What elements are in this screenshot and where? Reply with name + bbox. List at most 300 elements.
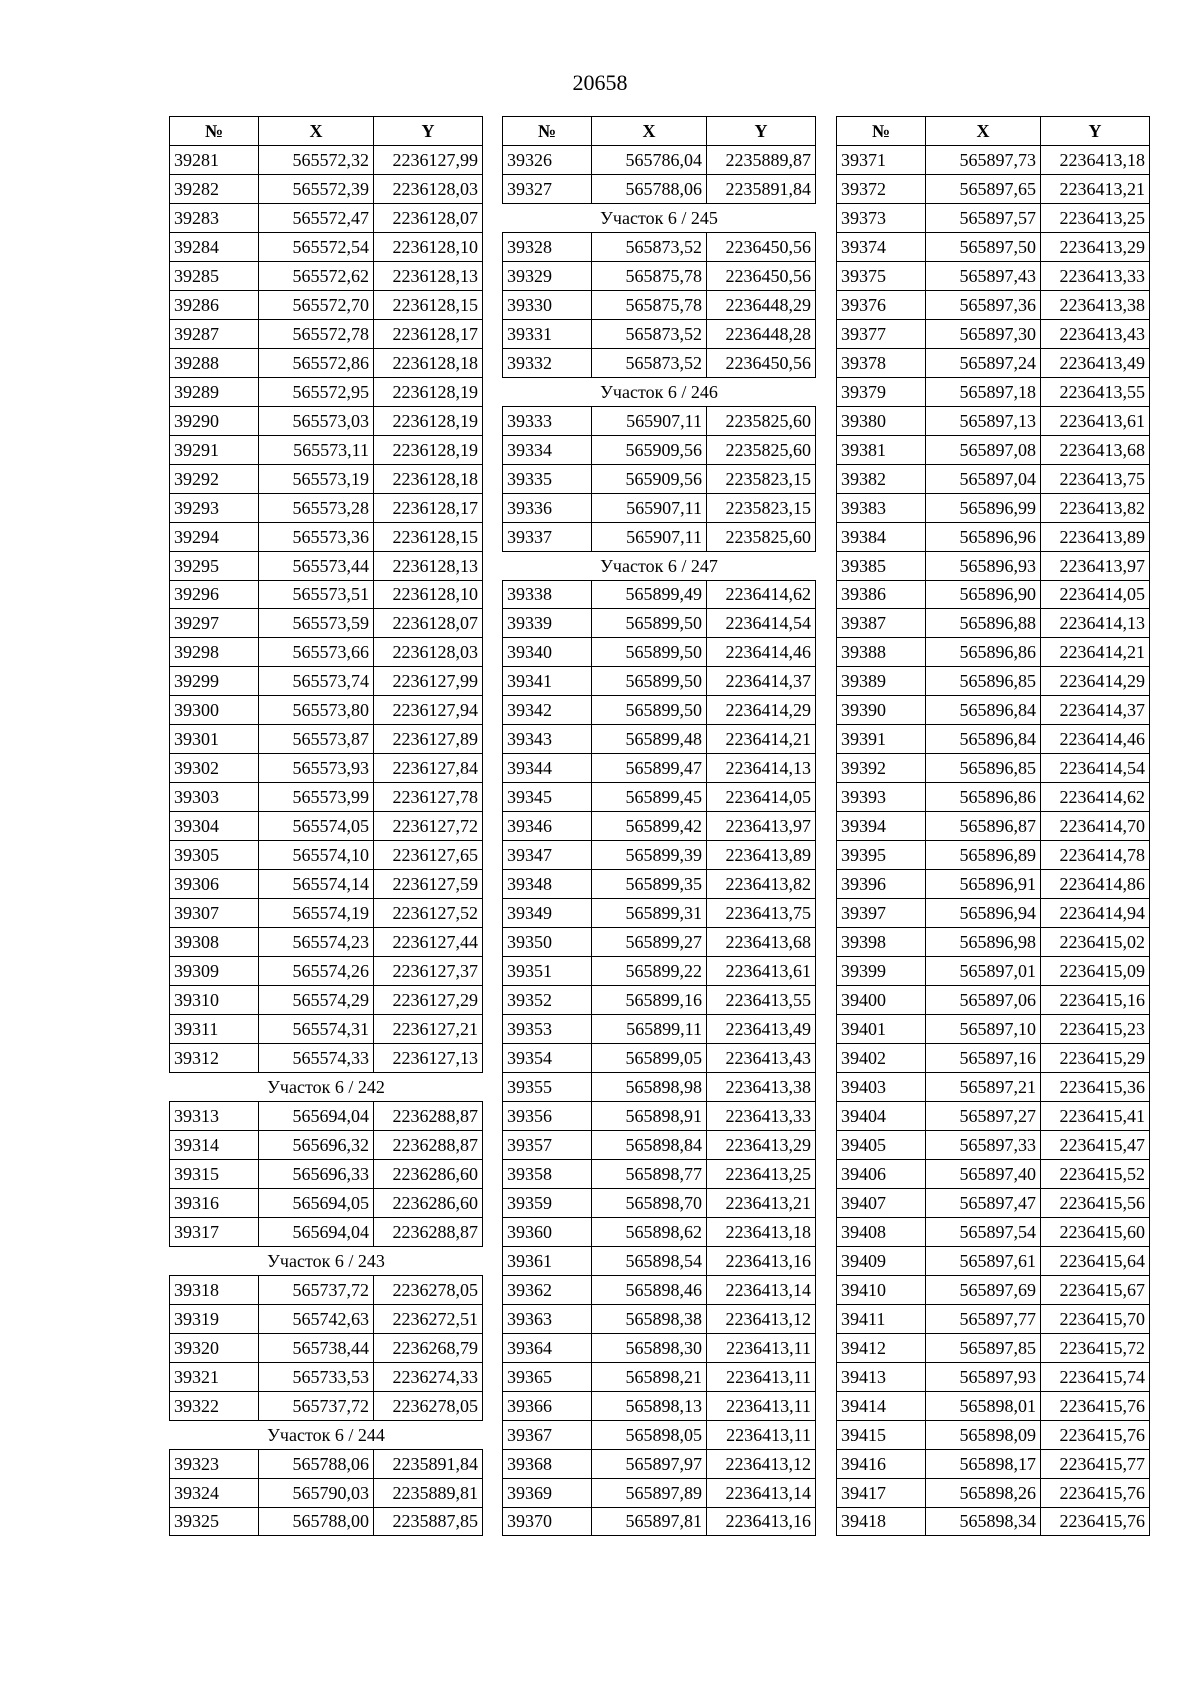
y-coordinate-cell: 2236414,05: [1041, 580, 1150, 609]
point-number-cell: 39367: [503, 1420, 592, 1449]
point-number-cell: 39349: [503, 899, 592, 928]
y-coordinate-cell: 2236413,43: [1041, 319, 1150, 348]
point-number-cell: 39332: [503, 348, 592, 377]
point-number-cell: 39308: [170, 928, 259, 957]
table-row: [837, 638, 1150, 667]
x-coordinate-cell: 565572,70: [259, 290, 374, 319]
table-row: [837, 1101, 1150, 1130]
x-coordinate-cell: 565786,04: [592, 145, 707, 174]
point-number-cell: 39408: [837, 1217, 926, 1246]
point-number-cell: 39307: [170, 899, 259, 928]
y-coordinate-cell: 2236268,79: [374, 1333, 483, 1362]
point-number-cell: 39346: [503, 812, 592, 841]
y-coordinate-cell: 2236415,60: [1041, 1217, 1150, 1246]
y-coordinate-cell: 2236414,29: [707, 696, 816, 725]
table-row: [837, 145, 1150, 174]
x-coordinate-cell: 565898,17: [926, 1449, 1041, 1478]
table-row: [170, 1101, 483, 1130]
table-row: [837, 1217, 1150, 1246]
x-coordinate-cell: 565574,26: [259, 957, 374, 986]
point-number-cell: 39392: [837, 754, 926, 783]
point-number-cell: 39404: [837, 1101, 926, 1130]
y-coordinate-cell: 2236414,13: [1041, 609, 1150, 638]
point-number-cell: 39325: [170, 1507, 259, 1536]
point-number-cell: 39371: [837, 145, 926, 174]
table-row: [837, 1188, 1150, 1217]
table-row: [503, 261, 816, 290]
y-coordinate-cell: 2236288,87: [374, 1101, 483, 1130]
table-row: [837, 1362, 1150, 1391]
table-row: [837, 551, 1150, 580]
x-coordinate-cell: 565899,11: [592, 1015, 707, 1044]
point-number-cell: 39407: [837, 1188, 926, 1217]
x-coordinate-cell: 565898,21: [592, 1362, 707, 1391]
x-coordinate-cell: 565790,03: [259, 1478, 374, 1507]
table-row: [503, 783, 816, 812]
point-number-cell: 39370: [503, 1507, 592, 1536]
table-row: [503, 1015, 816, 1044]
point-number-cell: 39305: [170, 841, 259, 870]
x-coordinate-cell: 565897,36: [926, 290, 1041, 319]
x-coordinate-cell: 565572,39: [259, 174, 374, 203]
table-row: [170, 580, 483, 609]
x-coordinate-cell: 565897,08: [926, 435, 1041, 464]
x-coordinate-cell: 565896,99: [926, 493, 1041, 522]
point-number-cell: 39297: [170, 609, 259, 638]
y-coordinate-cell: 2236413,89: [1041, 522, 1150, 551]
table-row: [503, 957, 816, 986]
table-row: [503, 1333, 816, 1362]
point-number-cell: 39406: [837, 1159, 926, 1188]
point-number-cell: 39291: [170, 435, 259, 464]
y-coordinate-cell: 2235891,84: [374, 1449, 483, 1478]
section-title: Участок 6 / 245: [503, 203, 816, 232]
y-coordinate-cell: 2235825,60: [707, 522, 816, 551]
y-coordinate-cell: 2236127,44: [374, 928, 483, 957]
y-coordinate-cell: 2236448,29: [707, 290, 816, 319]
y-coordinate-cell: 2236128,15: [374, 522, 483, 551]
x-coordinate-cell: 565898,01: [926, 1391, 1041, 1420]
table-row: [170, 1015, 483, 1044]
table-row: [170, 870, 483, 899]
table-row: [503, 870, 816, 899]
x-coordinate-cell: 565897,24: [926, 348, 1041, 377]
x-coordinate-cell: 565907,11: [592, 493, 707, 522]
x-coordinate-cell: 565572,95: [259, 377, 374, 406]
x-coordinate-cell: 565897,10: [926, 1015, 1041, 1044]
section-header-row: [170, 1072, 483, 1101]
y-coordinate-cell: 2236415,67: [1041, 1275, 1150, 1304]
y-coordinate-cell: 2236415,29: [1041, 1044, 1150, 1073]
x-coordinate-cell: 565896,91: [926, 870, 1041, 899]
point-number-cell: 39385: [837, 551, 926, 580]
table-row: [170, 203, 483, 232]
y-coordinate-cell: 2236128,13: [374, 261, 483, 290]
x-coordinate-cell: 565573,11: [259, 435, 374, 464]
y-coordinate-cell: 2236413,97: [707, 812, 816, 841]
x-coordinate-cell: 565573,51: [259, 580, 374, 609]
table-row: [503, 754, 816, 783]
point-number-cell: 39383: [837, 493, 926, 522]
table-row: [837, 522, 1150, 551]
point-number-cell: 39386: [837, 580, 926, 609]
y-coordinate-cell: 2236414,21: [707, 725, 816, 754]
x-coordinate-cell: 565737,72: [259, 1391, 374, 1420]
table-row: [503, 986, 816, 1015]
point-number-cell: 39309: [170, 957, 259, 986]
x-coordinate-cell: 565573,80: [259, 696, 374, 725]
point-number-cell: 39334: [503, 435, 592, 464]
y-coordinate-cell: 2235887,85: [374, 1507, 483, 1536]
y-coordinate-cell: 2236413,12: [707, 1449, 816, 1478]
table-row: [503, 290, 816, 319]
table-row: [837, 174, 1150, 203]
point-number-cell: 39295: [170, 551, 259, 580]
y-coordinate-cell: 2236128,19: [374, 377, 483, 406]
table-row: [503, 1420, 816, 1449]
header-y: Y: [707, 117, 816, 146]
point-number-cell: 39413: [837, 1362, 926, 1391]
point-number-cell: 39299: [170, 667, 259, 696]
x-coordinate-cell: 565897,01: [926, 957, 1041, 986]
point-number-cell: 39379: [837, 377, 926, 406]
table-row: [837, 1478, 1150, 1507]
x-coordinate-cell: 565899,39: [592, 841, 707, 870]
x-coordinate-cell: 565896,89: [926, 841, 1041, 870]
table-header-row: [837, 117, 1150, 146]
table-row: [837, 232, 1150, 261]
y-coordinate-cell: 2236448,28: [707, 319, 816, 348]
point-number-cell: 39313: [170, 1101, 259, 1130]
y-coordinate-cell: 2236128,18: [374, 464, 483, 493]
point-number-cell: 39391: [837, 725, 926, 754]
x-coordinate-cell: 565898,34: [926, 1507, 1041, 1536]
x-coordinate-cell: 565573,36: [259, 522, 374, 551]
x-coordinate-cell: 565899,50: [592, 667, 707, 696]
y-coordinate-cell: 2236415,41: [1041, 1101, 1150, 1130]
y-coordinate-cell: 2236415,16: [1041, 986, 1150, 1015]
y-coordinate-cell: 2236413,43: [707, 1044, 816, 1073]
y-coordinate-cell: 2236415,74: [1041, 1362, 1150, 1391]
table-row: [503, 928, 816, 957]
x-coordinate-cell: 565898,77: [592, 1159, 707, 1188]
point-number-cell: 39354: [503, 1044, 592, 1073]
y-coordinate-cell: 2236413,49: [1041, 348, 1150, 377]
section-title: Участок 6 / 242: [170, 1072, 483, 1101]
table-row: [503, 174, 816, 203]
table-row: [170, 145, 483, 174]
point-number-cell: 39321: [170, 1362, 259, 1391]
x-coordinate-cell: 565897,40: [926, 1159, 1041, 1188]
x-coordinate-cell: 565899,49: [592, 580, 707, 609]
point-number-cell: 39395: [837, 841, 926, 870]
x-coordinate-cell: 565898,62: [592, 1217, 707, 1246]
table-row: [837, 348, 1150, 377]
y-coordinate-cell: 2236415,76: [1041, 1478, 1150, 1507]
x-coordinate-cell: 565875,78: [592, 261, 707, 290]
table-row: [503, 1507, 816, 1536]
x-coordinate-cell: 565574,19: [259, 899, 374, 928]
y-coordinate-cell: 2236415,77: [1041, 1449, 1150, 1478]
x-coordinate-cell: 565898,13: [592, 1391, 707, 1420]
x-coordinate-cell: 565694,04: [259, 1217, 374, 1246]
y-coordinate-cell: 2236414,70: [1041, 812, 1150, 841]
x-coordinate-cell: 565898,54: [592, 1246, 707, 1275]
y-coordinate-cell: 2236128,13: [374, 551, 483, 580]
x-coordinate-cell: 565742,63: [259, 1304, 374, 1333]
point-number-cell: 39373: [837, 203, 926, 232]
table-row: [170, 1362, 483, 1391]
point-number-cell: 39374: [837, 232, 926, 261]
table-row: [837, 812, 1150, 841]
y-coordinate-cell: 2236413,29: [707, 1130, 816, 1159]
x-coordinate-cell: 565574,10: [259, 841, 374, 870]
y-coordinate-cell: 2235825,60: [707, 406, 816, 435]
table-row: [170, 464, 483, 493]
point-number-cell: 39296: [170, 580, 259, 609]
point-number-cell: 39359: [503, 1188, 592, 1217]
point-number-cell: 39402: [837, 1044, 926, 1073]
x-coordinate-cell: 565899,50: [592, 609, 707, 638]
point-number-cell: 39384: [837, 522, 926, 551]
table-row: [503, 696, 816, 725]
table-row: [503, 493, 816, 522]
x-coordinate-cell: 565573,99: [259, 783, 374, 812]
y-coordinate-cell: 2236128,19: [374, 406, 483, 435]
table-row: [837, 580, 1150, 609]
table-row: [837, 696, 1150, 725]
point-number-cell: 39369: [503, 1478, 592, 1507]
point-number-cell: 39387: [837, 609, 926, 638]
y-coordinate-cell: 2236414,54: [707, 609, 816, 638]
point-number-cell: 39350: [503, 928, 592, 957]
y-coordinate-cell: 2236127,89: [374, 725, 483, 754]
y-coordinate-cell: 2236127,37: [374, 957, 483, 986]
point-number-cell: 39336: [503, 493, 592, 522]
table-row: [170, 1188, 483, 1217]
point-number-cell: 39396: [837, 870, 926, 899]
x-coordinate-cell: 565696,33: [259, 1159, 374, 1188]
table-row: [170, 1275, 483, 1304]
table-row: [170, 609, 483, 638]
table-row: [503, 1159, 816, 1188]
point-number-cell: 39292: [170, 464, 259, 493]
y-coordinate-cell: 2236413,55: [707, 986, 816, 1015]
table-row: [503, 232, 816, 261]
y-coordinate-cell: 2236127,13: [374, 1044, 483, 1073]
table-row: [170, 1044, 483, 1073]
point-number-cell: 39411: [837, 1304, 926, 1333]
point-number-cell: 39326: [503, 145, 592, 174]
table-row: [170, 1391, 483, 1420]
header-number: №: [503, 117, 592, 146]
x-coordinate-cell: 565898,46: [592, 1275, 707, 1304]
y-coordinate-cell: 2236127,84: [374, 754, 483, 783]
table-row: [837, 406, 1150, 435]
table-row: [837, 783, 1150, 812]
y-coordinate-cell: 2236413,82: [707, 870, 816, 899]
table-header-row: [503, 117, 816, 146]
y-coordinate-cell: 2236413,33: [707, 1101, 816, 1130]
point-number-cell: 39344: [503, 754, 592, 783]
y-coordinate-cell: 2235891,84: [707, 174, 816, 203]
x-coordinate-cell: 565897,18: [926, 377, 1041, 406]
table-row: [170, 232, 483, 261]
x-coordinate-cell: 565897,47: [926, 1188, 1041, 1217]
y-coordinate-cell: 2236413,75: [1041, 464, 1150, 493]
header-x: X: [592, 117, 707, 146]
table-row: [837, 1130, 1150, 1159]
y-coordinate-cell: 2236128,07: [374, 203, 483, 232]
y-coordinate-cell: 2236450,56: [707, 261, 816, 290]
point-number-cell: 39418: [837, 1507, 926, 1536]
x-coordinate-cell: 565873,52: [592, 348, 707, 377]
point-number-cell: 39357: [503, 1130, 592, 1159]
y-coordinate-cell: 2236413,89: [707, 841, 816, 870]
table-row: [170, 174, 483, 203]
point-number-cell: 39362: [503, 1275, 592, 1304]
y-coordinate-cell: 2236127,59: [374, 870, 483, 899]
y-coordinate-cell: 2236415,09: [1041, 957, 1150, 986]
table-row: [837, 261, 1150, 290]
point-number-cell: 39394: [837, 812, 926, 841]
y-coordinate-cell: 2236128,03: [374, 638, 483, 667]
y-coordinate-cell: 2236414,37: [1041, 696, 1150, 725]
y-coordinate-cell: 2236272,51: [374, 1304, 483, 1333]
x-coordinate-cell: 565896,96: [926, 522, 1041, 551]
x-coordinate-cell: 565574,33: [259, 1044, 374, 1073]
table-row: [170, 493, 483, 522]
x-coordinate-cell: 565896,85: [926, 667, 1041, 696]
y-coordinate-cell: 2236127,78: [374, 783, 483, 812]
y-coordinate-cell: 2236413,14: [707, 1478, 816, 1507]
y-coordinate-cell: 2236413,38: [707, 1072, 816, 1101]
point-number-cell: 39301: [170, 725, 259, 754]
point-number-cell: 39381: [837, 435, 926, 464]
x-coordinate-cell: 565574,05: [259, 812, 374, 841]
y-coordinate-cell: 2235889,81: [374, 1478, 483, 1507]
table-row: [837, 1449, 1150, 1478]
table-row: [170, 1159, 483, 1188]
point-number-cell: 39417: [837, 1478, 926, 1507]
point-number-cell: 39316: [170, 1188, 259, 1217]
y-coordinate-cell: 2236414,21: [1041, 638, 1150, 667]
y-coordinate-cell: 2236415,23: [1041, 1015, 1150, 1044]
point-number-cell: 39340: [503, 638, 592, 667]
x-coordinate-cell: 565899,27: [592, 928, 707, 957]
x-coordinate-cell: 565898,38: [592, 1304, 707, 1333]
table-row: [170, 899, 483, 928]
table-row: [837, 1072, 1150, 1101]
point-number-cell: 39414: [837, 1391, 926, 1420]
x-coordinate-cell: 565899,31: [592, 899, 707, 928]
y-coordinate-cell: 2236413,16: [707, 1246, 816, 1275]
x-coordinate-cell: 565897,73: [926, 145, 1041, 174]
x-coordinate-cell: 565897,04: [926, 464, 1041, 493]
x-coordinate-cell: 565574,23: [259, 928, 374, 957]
x-coordinate-cell: 565897,81: [592, 1507, 707, 1536]
table-row: [170, 1130, 483, 1159]
x-coordinate-cell: 565897,85: [926, 1333, 1041, 1362]
point-number-cell: 39382: [837, 464, 926, 493]
x-coordinate-cell: 565572,86: [259, 348, 374, 377]
x-coordinate-cell: 565899,47: [592, 754, 707, 783]
y-coordinate-cell: 2236286,60: [374, 1159, 483, 1188]
x-coordinate-cell: 565896,90: [926, 580, 1041, 609]
x-coordinate-cell: 565909,56: [592, 464, 707, 493]
y-coordinate-cell: 2236127,21: [374, 1015, 483, 1044]
point-number-cell: 39315: [170, 1159, 259, 1188]
y-coordinate-cell: 2236413,38: [1041, 290, 1150, 319]
point-number-cell: 39343: [503, 725, 592, 754]
x-coordinate-cell: 565873,52: [592, 319, 707, 348]
x-coordinate-cell: 565896,88: [926, 609, 1041, 638]
y-coordinate-cell: 2236413,14: [707, 1275, 816, 1304]
y-coordinate-cell: 2236415,52: [1041, 1159, 1150, 1188]
point-number-cell: 39289: [170, 377, 259, 406]
point-number-cell: 39353: [503, 1015, 592, 1044]
y-coordinate-cell: 2236414,13: [707, 754, 816, 783]
point-number-cell: 39410: [837, 1275, 926, 1304]
table-row: [837, 1420, 1150, 1449]
y-coordinate-cell: 2236413,18: [707, 1217, 816, 1246]
point-number-cell: 39284: [170, 232, 259, 261]
y-coordinate-cell: 2236128,07: [374, 609, 483, 638]
table-row: [837, 667, 1150, 696]
y-coordinate-cell: 2236415,76: [1041, 1507, 1150, 1536]
table-row: [170, 986, 483, 1015]
point-number-cell: 39388: [837, 638, 926, 667]
point-number-cell: 39330: [503, 290, 592, 319]
x-coordinate-cell: 565898,84: [592, 1130, 707, 1159]
point-number-cell: 39393: [837, 783, 926, 812]
x-coordinate-cell: 565907,11: [592, 406, 707, 435]
table-row: [837, 1275, 1150, 1304]
x-coordinate-cell: 565694,04: [259, 1101, 374, 1130]
table-row: [837, 493, 1150, 522]
y-coordinate-cell: 2236288,87: [374, 1217, 483, 1246]
point-number-cell: 39358: [503, 1159, 592, 1188]
point-number-cell: 39314: [170, 1130, 259, 1159]
x-coordinate-cell: 565873,52: [592, 232, 707, 261]
x-coordinate-cell: 565788,00: [259, 1507, 374, 1536]
table-row: [170, 1478, 483, 1507]
table-row: [503, 609, 816, 638]
point-number-cell: 39282: [170, 174, 259, 203]
table-row: [170, 522, 483, 551]
table-header-row: [170, 117, 483, 146]
table-row: [503, 638, 816, 667]
point-number-cell: 39338: [503, 580, 592, 609]
section-header-row: [170, 1420, 483, 1449]
y-coordinate-cell: 2235823,15: [707, 493, 816, 522]
x-coordinate-cell: 565572,54: [259, 232, 374, 261]
y-coordinate-cell: 2236413,29: [1041, 232, 1150, 261]
y-coordinate-cell: 2236414,46: [1041, 725, 1150, 754]
x-coordinate-cell: 565696,32: [259, 1130, 374, 1159]
y-coordinate-cell: 2236274,33: [374, 1362, 483, 1391]
x-coordinate-cell: 565733,53: [259, 1362, 374, 1391]
point-number-cell: 39360: [503, 1217, 592, 1246]
point-number-cell: 39366: [503, 1391, 592, 1420]
y-coordinate-cell: 2236450,56: [707, 348, 816, 377]
point-number-cell: 39361: [503, 1246, 592, 1275]
x-coordinate-cell: 565573,87: [259, 725, 374, 754]
x-coordinate-cell: 565788,06: [259, 1449, 374, 1478]
point-number-cell: 39405: [837, 1130, 926, 1159]
point-number-cell: 39324: [170, 1478, 259, 1507]
table-row: [837, 377, 1150, 406]
